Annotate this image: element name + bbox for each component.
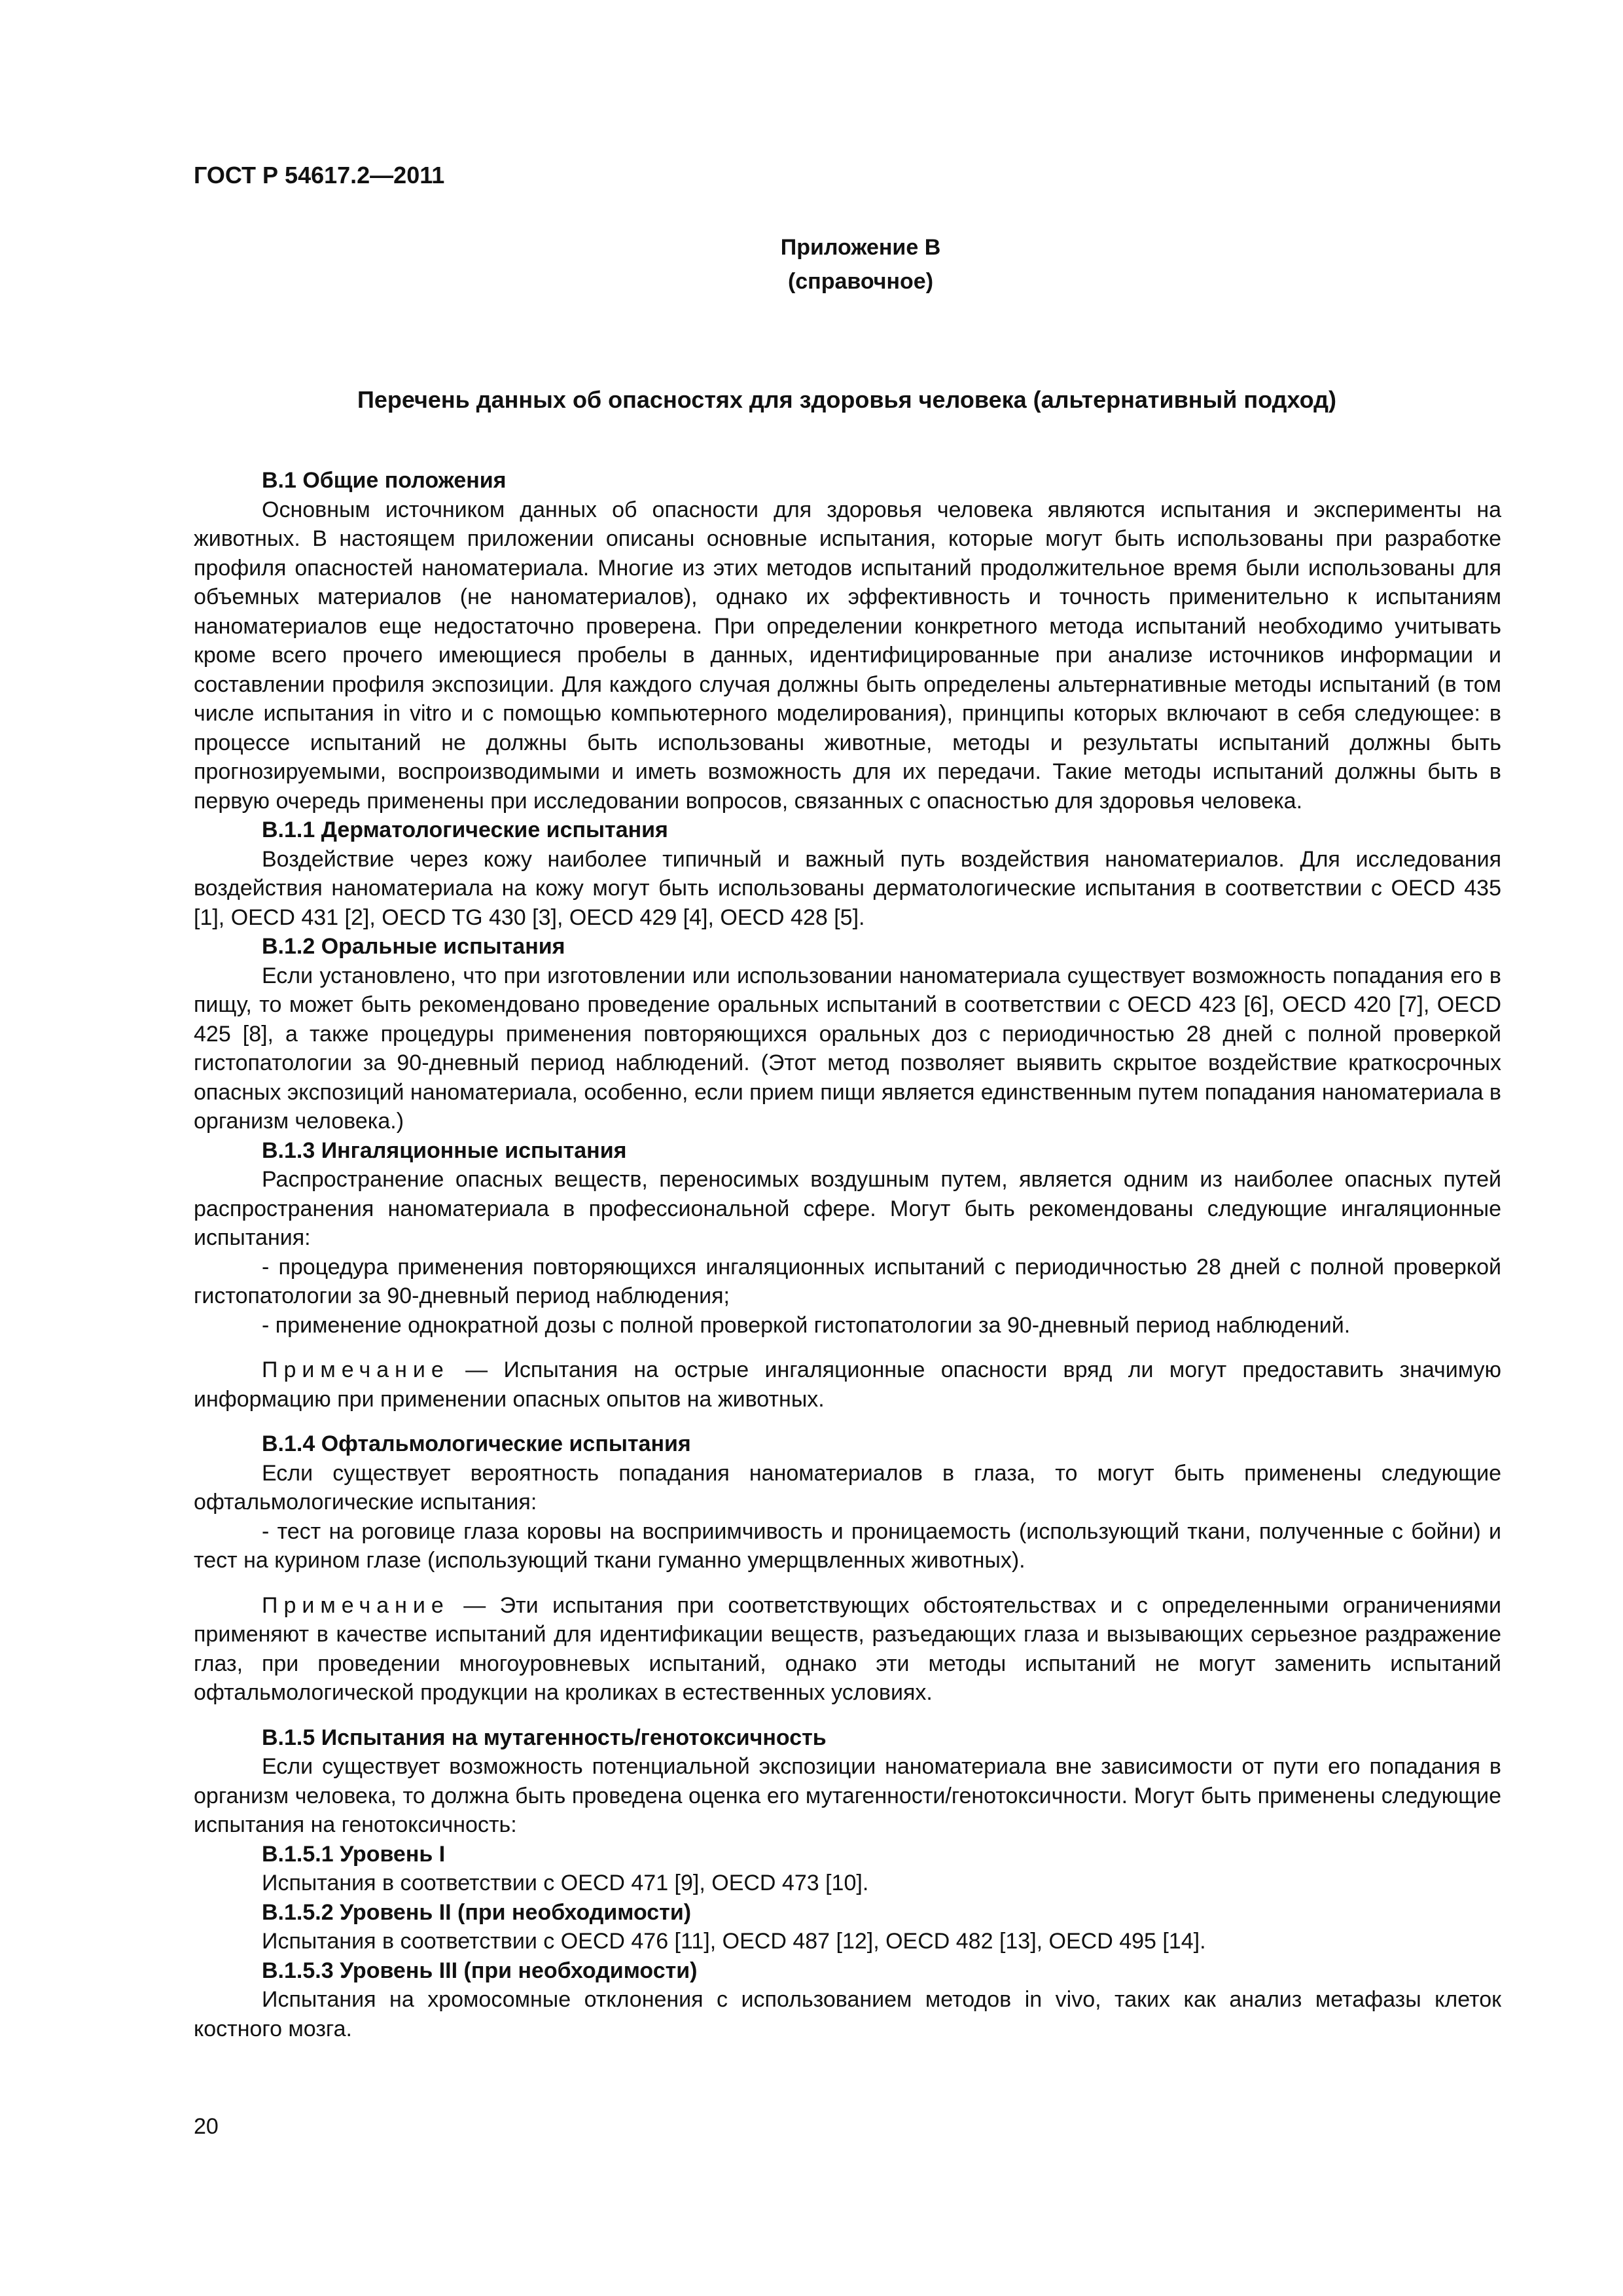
note-text: — Испытания на острые ингаляционные опасности вряд ли могут предоставить значимую информацию при применении опасных опытов на животных. (194, 1357, 1501, 1412)
paragraph: Распространение опасных веществ, переносимых воздушным путем, является одним из наиболее опасных путей распространения наноматериала в профессиональной сфере. Могут быть рекомендованы следующие ингаляционные испытания: (194, 1167, 1501, 1250)
paragraph: Воздействие через кожу наиболее типичный и важный путь воздействия наноматериалов. Для исследования воздействия наноматериала на кожу могут быть использованы дерматологические испытания в соответствии с OECD 435 [1], OECD 431 [2], OECD TG 430 [3], OECD 429 [4], OECD 428 [5]. (194, 846, 1501, 930)
paragraph: Если установлено, что при изготовлении или использовании наноматериала существует возможность попадания его в пищу, то может быть рекомендовано проведение оральных испытаний в соответствии с OECD 423 [6], OECD 420 [7], OECD 425 [8], а также процедуры применения повторяющихся оральных доз с периодичностью 28 дней с полной проверкой гистопатологии за 90-дневный период наблюдений. (Этот метод позволяет выявить скрытое воздействие краткосрочных опасных экспозиций наноматериала, особенно, если прием пищи является единственным путем попадания наноматериала в организм человека.) (194, 963, 1501, 1134)
list-item: - применение однократной дозы с полной проверкой гистопатологии за 90-дневный период наблюдений. (262, 1312, 1351, 1338)
paragraph: Испытания на хромосомные отклонения с использованием методов in vivo, таких как анализ метафазы клеток костного мозга. (194, 1987, 1501, 2041)
paragraph: Если существует возможность потенциальной экспозиции наноматериала вне зависимости от пути его попадания в организм человека, то должна быть проведена оценка его мутагенности/генотоксичности. Могут быть применены следующие испытания на генотоксичность: (194, 1754, 1501, 1837)
paragraph: Если существует вероятность попадания наноматериалов в глаза, то могут быть применены следующие офтальмологические испытания: (194, 1460, 1501, 1515)
note-label: Примечание (262, 1592, 450, 1618)
section-heading: В.1.2 Оральные испытания (262, 934, 565, 959)
note-label: Примечание (262, 1357, 450, 1382)
paragraph: Основным источником данных об опасности для здоровья человека являются испытания и эксперименты на животных. В настоящем приложении описаны основные испытания, которые могут быть использованы при разработке профиля опасностей наноматериала. Многие из этих методов испытаний продолжительное время были использованы для объемных материалов (не наноматериалов), однако их эффективность и точность применительно к испытаниям наноматериалов еще недостаточно проверена. При определении конкретного метода испытаний необходимо учитывать кроме всего прочего имеющиеся пробелы в данных, идентифицированные при анализе источников информации и составлении профиля экспозиции. Для каждого случая должны быть определены альтернативные методы испытаний (в том числе испытания in vitro и с помощью компьютерного моделирования), принципы которых включают в себя следующее: в процессе испытаний не должны быть использованы животные, методы и результаты испытаний должны быть прогнозируемыми, воспроизводимыми и иметь возможность для их передачи. Такие методы испытаний должны быть в первую очередь применены при исследовании вопросов, связанных с опасностью для здоровья человека. (194, 497, 1501, 814)
appendix-type: (справочное) (787, 269, 934, 294)
document-code: ГОСТ Р 54617.2—2011 (194, 162, 445, 188)
section-heading: В.1.1 Дерматологические испытания (262, 817, 668, 842)
appendix-title: Перечень данных об опасностях для здоровья человека (альтернативный подход) (357, 386, 1336, 413)
note-text: — Эти испытания при соответствующих обстоятельствах и с определенными ограничениями применяют в качестве испытаний для идентификации веществ, разъедающих глаза и вызывающих серьезное раздражение глаз, при проведении многоуровневых испытаний, однако эти методы испытаний не могут заменить испытаний офтальмологической продукции на кроликах в естественных условиях. (194, 1592, 1501, 1705)
note (194, 1591, 1501, 1708)
page-number: 20 (194, 2114, 219, 2139)
section-heading: В.1.5.1 Уровень I (262, 1841, 446, 1867)
paragraph: Испытания в соответствии с OECD 476 [11], OECD 487 [12], OECD 482 [13], OECD 495 [14]. (262, 1929, 1206, 1954)
appendix-label: Приложение В (780, 235, 941, 260)
section-heading: В.1.5 Испытания на мутагенность/генотоксичность (262, 1725, 827, 1750)
paragraph: Испытания в соответствии с OECD 471 [9], OECD 473 [10]. (262, 1871, 869, 1895)
section-heading: В.1 Общие положения (262, 468, 507, 493)
list-item: - тест на роговице глаза коровы на восприимчивость и проницаемость (использующий ткани, полученные с бойни) и тест на курином глазе (использующий ткани гуманно умерщвленных животных). (194, 1518, 1501, 1573)
list-item: - процедура применения повторяющихся ингаляционных испытаний с периодичностью 28 дней с полной проверкой гистопатологии за 90-дневный период наблюдения; (194, 1254, 1501, 1308)
section-heading: В.1.3 Ингаляционные испытания (262, 1138, 627, 1163)
note (194, 1355, 1501, 1414)
section-heading: В.1.4 Офтальмологические испытания (262, 1431, 691, 1456)
document-body (194, 466, 1501, 2043)
appendix-heading (654, 230, 1067, 298)
section-heading: В.1.5.3 Уровень III (при необходимости) (262, 1958, 698, 1983)
section-heading: В.1.5.2 Уровень II (при необходимости) (262, 1899, 692, 1925)
